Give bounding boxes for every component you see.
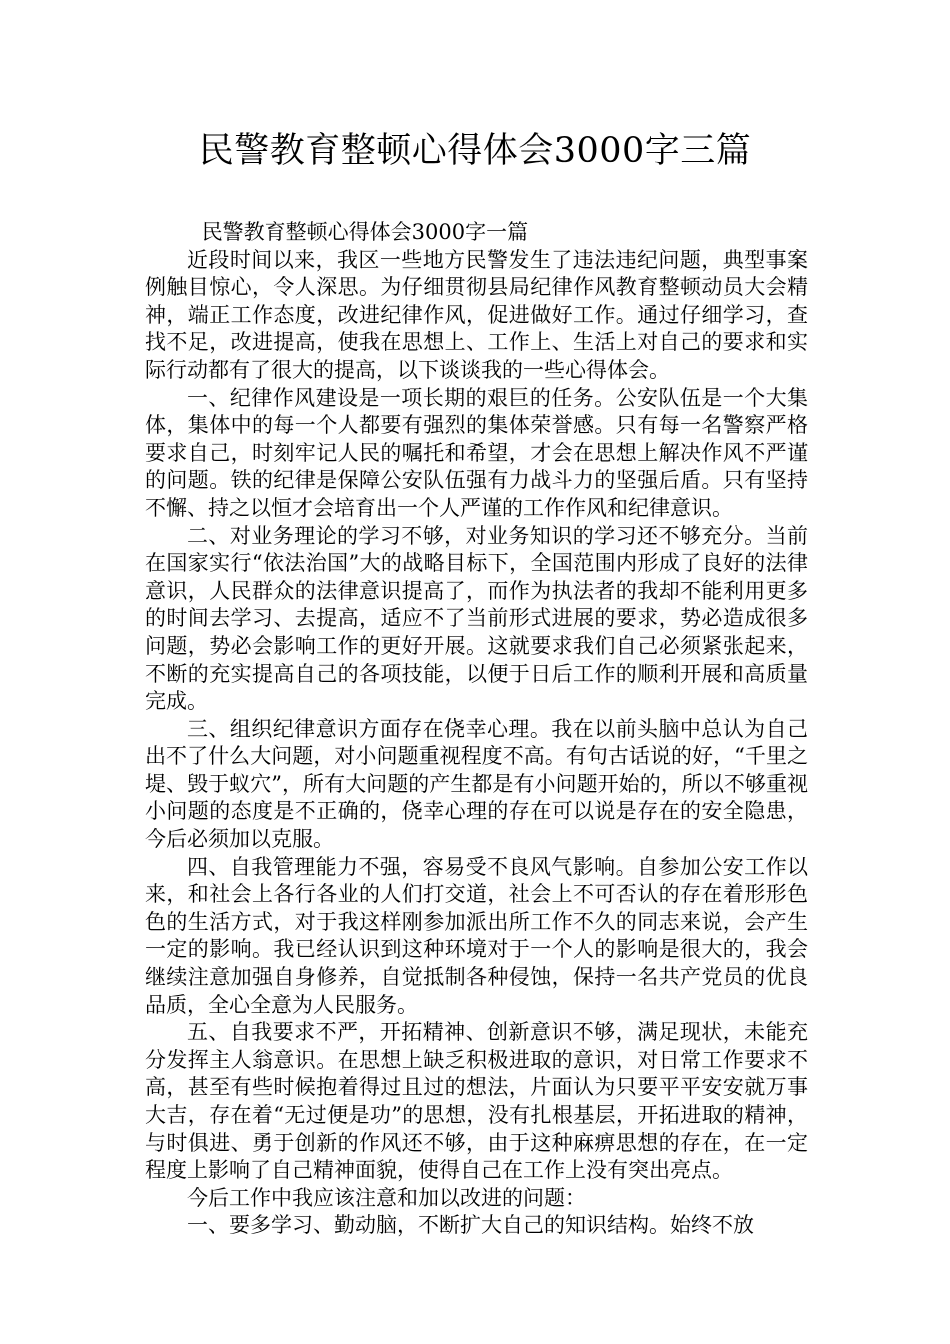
paragraph-point-1: 一、纪律作风建设是一项长期的艰巨的任务。公安队伍是一个大集体，集体中的每一个人都要有强烈的集体荣誉感。只有每一名警察严格要求自己，时刻牢记人民的嘱托和希望，才会在思想上解决作风不严谨的问题。铁的纪律是保障公安队伍强有力战斗力的坚强后盾。只有坚持不懈、持之以恒才会培育出一个人严谨的工作作风和纪律意识。 [145, 385, 808, 520]
paragraph-intro: 近段时间以来，我区一些地方民警发生了违法违纪问题，典型事案例触目惊心，令人深思。为仔细贯彻县局纪律作风教育整顿动员大会精神，端正工作态度，改进纪律作风，促进做好工作。通过仔细学习，查找不足，改进提高，使我在思想上、工作上、生活上对自己的要求和实际行动都有了很大的提高，以下谈谈我的一些心得体会。 [145, 247, 808, 382]
document-body [145, 219, 808, 1240]
section-heading: 民警教育整顿心得体会3000字一篇 [201, 220, 529, 244]
paragraph-point-5: 五、自我要求不严，开拓精神、创新意识不够，满足现状，未能充分发挥主人翁意识。在思想上缺乏积极进取的意识，对日常工作要求不高，甚至有些时候抱着得过且过的想法，片面认为只要平平安安就万事大吉，存在着“无过便是功”的思想，没有扎根基层，开拓进取的精神，与时俱进、勇于创新的作风还不够，由于这种麻痹思想的存在，在一定程度上影响了自己精神面貌，使得自己在工作上没有突出亮点。 [145, 1020, 808, 1183]
paragraph-improvement-1: 一、要多学习、勤动脑，不断扩大自己的知识结构。始终不放 [187, 1213, 754, 1238]
paragraph-improvement-intro: 今后工作中我应该注意和加以改进的问题： [187, 1185, 586, 1210]
paragraph-point-2: 二、对业务理论的学习不够，对业务知识的学习还不够充分。当前在国家实行“依法治国”大的战略目标下，全国范围内形成了良好的法律意识，人民群众的法律意识提高了，而作为执法者的我却不能利用更多的时间去学习、去提高，适应不了当前形式进展的要求，势必造成很多问题，势必会影响工作的更好开展。这就要求我们自己必须紧张起来，不断的充实提高自己的各项技能，以便于日后工作的顺利开展和高质量完成。 [145, 523, 808, 714]
paragraph-point-4: 四、自我管理能力不强，容易受不良风气影响。自参加公安工作以来，和社会上各行各业的人们打交道，社会上不可否认的存在着形形色色的生活方式，对于我这样刚参加派出所工作不久的同志来说，会产生一定的影响。我已经认识到这种环境对于一个人的影响是很大的，我会继续注意加强自身修养，自觉抵制各种侵蚀，保持一名共产党员的优良品质，全心全意为人民服务。 [145, 854, 808, 1017]
paragraph-point-3: 三、组织纪律意识方面存在侥幸心理。我在以前头脑中总认为自己出不了什么大问题，对小问题重视程度不高。有句古话说的好，“千里之堤、毁于蚁穴”，所有大问题的产生都是有小问题开始的，所以不够重视小问题的态度是不正确的，侥幸心理的存在可以说是存在的安全隐患，今后必须加以克服。 [145, 716, 808, 852]
document-title: 民警教育整顿心得体会3000字三篇 [198, 131, 752, 171]
